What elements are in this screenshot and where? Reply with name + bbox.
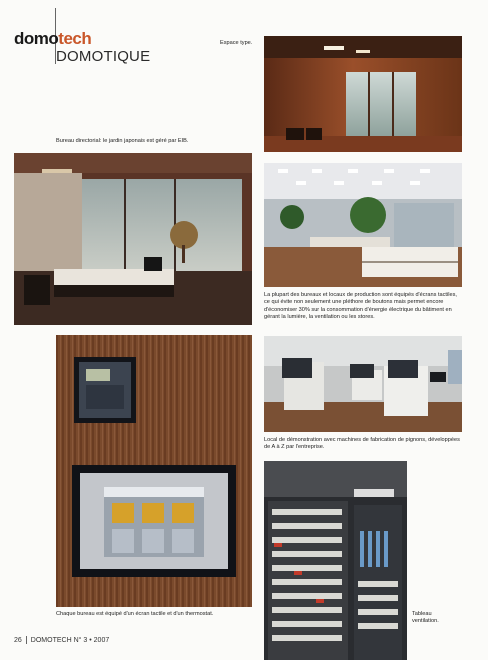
caption-bureau-directorial: Bureau directorial: le jardin japonais est géré par EIB. [56, 138, 189, 144]
caption-tableau-line1: Tableau [412, 611, 432, 617]
page-footer [14, 636, 109, 644]
section-title: DOMOTIQUE [56, 48, 151, 65]
footer-magazine: DOMOTECH [30, 636, 72, 644]
caption-local-demonstration: Local de démonstration avec machines de fabrication de pignons, développées de A à Z par l'entreprise. [264, 437, 460, 451]
caption-tableau-line2: ventilation. [412, 618, 439, 625]
photo-bureaux-open-space [264, 163, 462, 287]
caption-tableau-ventilation [412, 611, 439, 626]
photo-local-demonstration [264, 336, 462, 432]
logo-word-tech: tech [58, 29, 92, 48]
page-number: 26 [14, 636, 22, 644]
caption-espace-type: Espace type. [220, 40, 253, 46]
logo-word-domo: domo [14, 29, 59, 48]
caption-bureaux-locaux: La plupart des bureaux et locaux de production sont équipés d'écrans tactiles, ce qui évite non seulement une pléthore de boutons mais permet encore d'économiser 30% sur la consommation d'énergie électrique du bâtiment en gérant la lumière, la ventilation ou les stores. [264, 292, 457, 320]
photo-tableau-ventilation [264, 461, 407, 660]
footer-issue: N° 3 [73, 636, 88, 644]
caption-ecran-tactile: Chaque bureau est équipé d'un écran tactile et d'un thermostat. [56, 611, 214, 617]
photo-bureau-directorial [14, 153, 252, 325]
footer-bullet: • [89, 636, 92, 644]
footer-year: 2007 [93, 636, 110, 644]
footer-divider [26, 636, 27, 644]
photo-espace-type [264, 36, 462, 152]
magazine-logo [14, 30, 91, 47]
photo-ecran-tactile [56, 335, 252, 607]
